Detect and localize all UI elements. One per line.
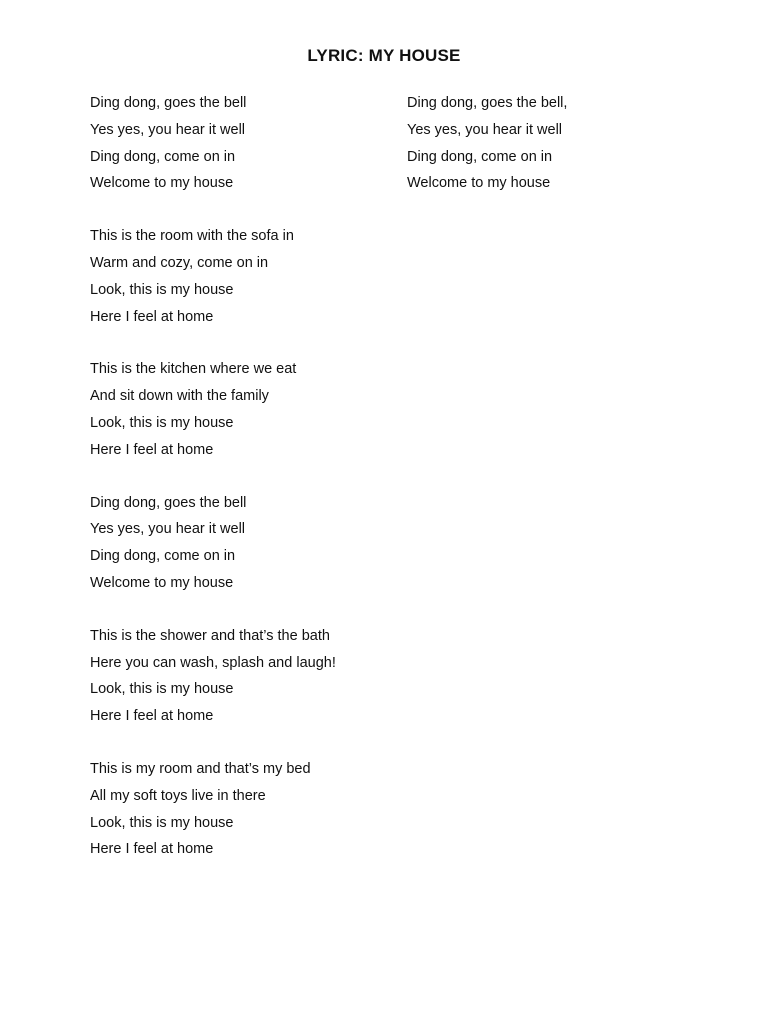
- lyric-line: This is the room with the sofa in: [90, 228, 294, 245]
- lyrics-right-column: [407, 90, 707, 223]
- lyric-line: Look, this is my house: [90, 814, 234, 831]
- lyric-line: Look, this is my house: [90, 681, 234, 698]
- lyric-line: Yes yes, you hear it well: [90, 521, 246, 538]
- stanza: [90, 90, 390, 197]
- lyric-line: Look, this is my house: [90, 414, 234, 431]
- lyric-line: Look, this is my house: [90, 281, 234, 298]
- lyric-line: Here I feel at home: [90, 841, 214, 858]
- lyric-line: Ding dong, come on in: [407, 148, 553, 165]
- lyric-line: This is the kitchen where we eat: [90, 361, 297, 378]
- lyric-line: Ding dong, goes the bell: [90, 95, 247, 111]
- stanza: [90, 623, 390, 730]
- stanza: [407, 90, 707, 197]
- lyric-line: All my soft toys live in there: [90, 787, 266, 804]
- lyric-line: Welcome to my house: [90, 574, 234, 591]
- page-title: LYRIC: MY HOUSE: [307, 46, 461, 65]
- lyric-line: Ding dong, goes the bell,: [407, 95, 568, 111]
- stanza: [90, 756, 390, 863]
- lyric-line: Yes yes, you hear it well: [407, 121, 563, 138]
- lyric-line: This is my room and that’s my bed: [90, 760, 311, 777]
- stanza: [90, 356, 390, 463]
- lyrics-left-column: [90, 90, 390, 889]
- lyric-line: Ding dong, goes the bell: [90, 494, 247, 511]
- lyric-line: Welcome to my house: [90, 175, 234, 192]
- lyric-line: And sit down with the family: [90, 388, 269, 405]
- lyric-line: Ding dong, come on in: [90, 148, 236, 165]
- lyric-line: Here I feel at home: [90, 708, 214, 725]
- lyric-line: Here I feel at home: [90, 441, 214, 458]
- lyric-line: Warm and cozy, come on in: [90, 254, 269, 271]
- lyric-line: This is the shower and that’s the bath: [90, 627, 330, 644]
- lyric-line: Ding dong, come on in: [90, 548, 236, 565]
- lyric-line: Yes yes, you hear it well: [90, 121, 246, 138]
- lyric-line: Here you can wash, splash and laugh!: [90, 654, 336, 671]
- stanza: [90, 223, 390, 330]
- lyric-line: Here I feel at home: [90, 308, 214, 325]
- lyric-line: Welcome to my house: [407, 175, 551, 192]
- stanza: [90, 490, 390, 597]
